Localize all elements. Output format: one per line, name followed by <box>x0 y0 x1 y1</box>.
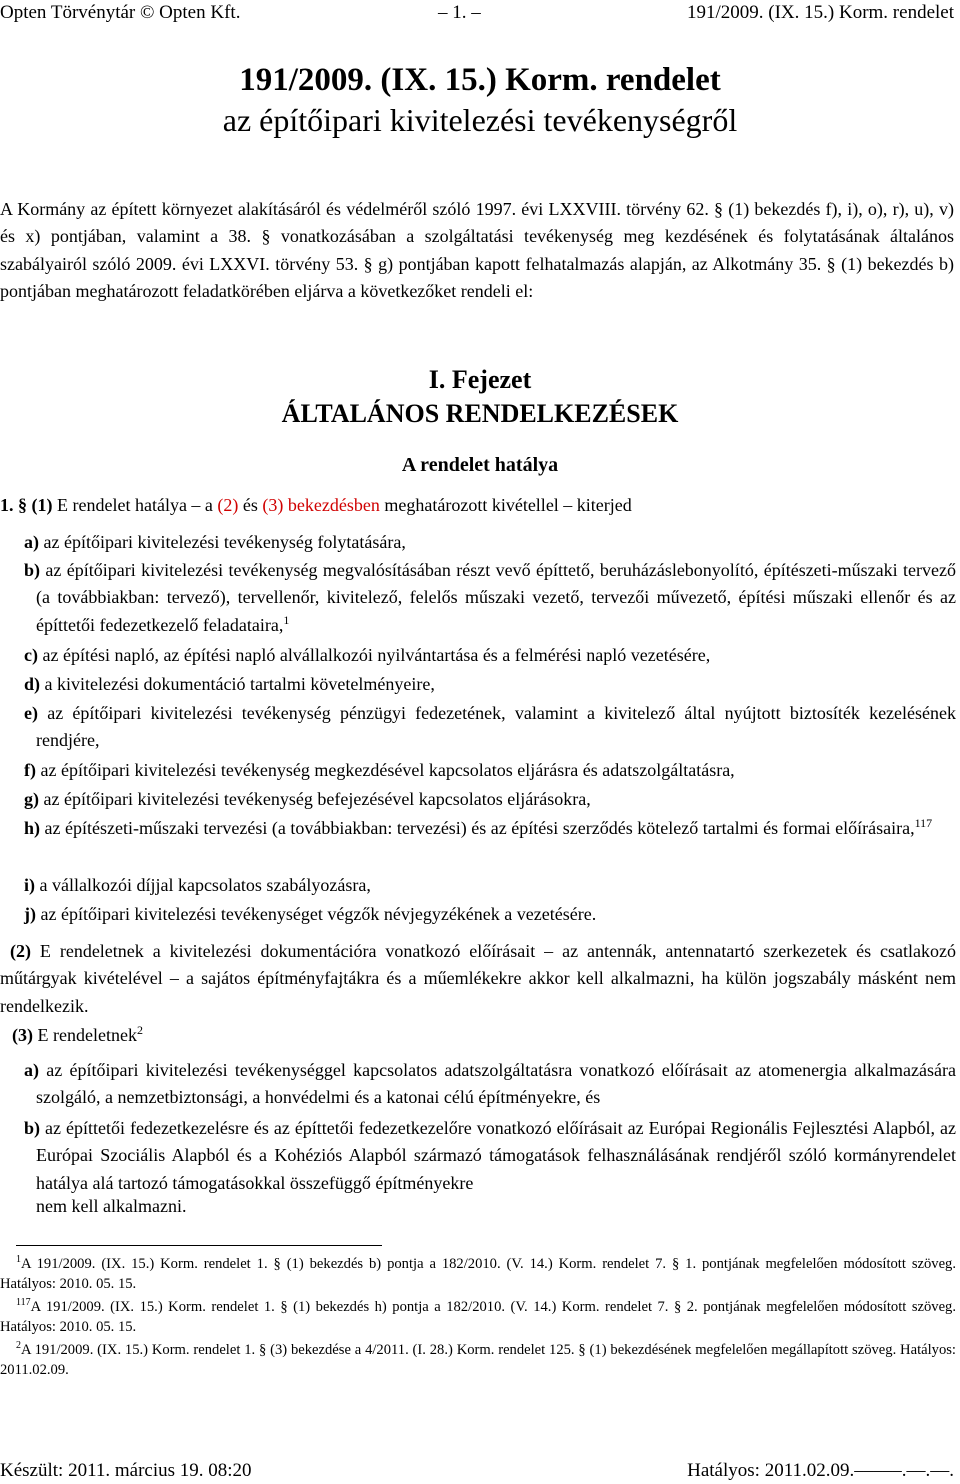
item-text: az építőipari kivitelezési tevékenység folytatására, <box>43 532 406 552</box>
header-document-id: 191/2009. (IX. 15.) Korm. rendelet <box>687 2 954 23</box>
list-item <box>24 1057 956 1112</box>
list-item <box>24 786 956 813</box>
list-item <box>24 1115 956 1197</box>
footnote-ref[interactable]: 117 <box>914 816 933 830</box>
item-label: e) <box>24 703 38 723</box>
item-label: h) <box>24 818 41 838</box>
item-label: b) <box>24 560 41 580</box>
item-label: j) <box>24 904 36 924</box>
chapter-title: ÁLTALÁNOS RENDELKEZÉSEK <box>281 399 679 428</box>
item-text: az építészeti-műszaki tervezési (a továbbiakban: tervezési) és az építési szerződés kötelező tartalmi és formai előírásaira, <box>44 818 915 838</box>
paragraph-1-text-b: és <box>242 495 258 515</box>
footnote-mark: 117 <box>16 1297 31 1308</box>
section-title: A rendelet hatálya <box>401 454 559 476</box>
item-label: f) <box>24 760 36 780</box>
item-text: az építőipari kivitelezési tevékenység pénzügyi fedezetének, valamint a kivitelező által nyújtott biztosíték kezelésének rendjére, <box>36 703 957 751</box>
item-label: a) <box>24 532 39 552</box>
paragraph-3 <box>12 1022 956 1049</box>
list-item <box>24 700 956 755</box>
item-text: az építtetői fedezetkezelésre és az építtetői fedezetkezelőre vonatkozó előírásait az Európai Regionális Fejlesztési Alapból, az Európai Szociális Alapból és a Kohéziós Alapból származó támogatások felhasználásának rendjéről szóló kormányrendelet hatálya alá tartozó támogatásokkal összefüggő építményekre <box>36 1118 957 1193</box>
item-label: a) <box>24 1060 39 1080</box>
item-text: az építési napló, az építési napló alvállalkozói nyilvántartása és a felmérési napló vezetésére, <box>42 645 711 665</box>
item-label: b) <box>24 1118 41 1138</box>
item-text: az építőipari kivitelezési tevékenységet végzők névjegyzékének a vezetésére. <box>40 904 597 924</box>
footnote <box>0 1293 956 1337</box>
subsection-number: (1) <box>31 495 53 515</box>
footnote-text: A 191/2009. (IX. 15.) Korm. rendelet 1. § (1) bekezdés b) pontja a 182/2010. (V. 14.) Korm. rendelet 7. § 1. pontjának megfelelően módosított szöveg. Hatályos: 2010. 05. 15. <box>0 1256 956 1292</box>
reference-link-2[interactable]: (2) <box>217 495 239 515</box>
item-text: az építőipari kivitelezési tevékenységgel kapcsolatos adatszolgáltatásra vonatkozó előírásait az atomenergia alkalmazására szolgáló, a nemzetbiztonsági, a honvédelmi és a katonai célú építményekre, és <box>36 1060 956 1108</box>
paragraph-2 <box>0 938 956 1020</box>
paragraph-1-number: 1. <box>0 495 14 515</box>
footnote-ref[interactable]: 2 <box>136 1023 143 1037</box>
paragraph-2-text: E rendeletnek a kivitelezési dokumentációra vonatkozó előírásait – az antennák, antennatartó szerkezetek és csatlakozó műtárgyak kivételével – a sajátos építményfajtákra és a műemlékekre akkor kell alkalmazni, ha külön jogszabály másként nem rendelkezik. <box>0 941 956 1016</box>
footnote-mark: 1 <box>16 1254 21 1265</box>
item-label: i) <box>24 875 35 895</box>
item-text: a vállalkozói díjjal kapcsolatos szabályozásra, <box>39 875 371 895</box>
section-sign: § <box>18 495 27 515</box>
closing-text: nem kell alkalmazni. <box>36 1196 187 1216</box>
item-label: g) <box>24 789 39 809</box>
list-item <box>24 642 956 669</box>
list-item <box>24 529 956 556</box>
footnote-ref[interactable]: 1 <box>283 612 290 627</box>
item-label: d) <box>24 674 41 694</box>
document-subtitle: az építőipari kivitelezési tevékenységről <box>222 102 738 138</box>
item-text: az építőipari kivitelezési tevékenység befejezésével kapcsolatos eljárásokra, <box>43 789 591 809</box>
footer-created: Készült: 2011. március 19. 08:20 <box>0 1460 252 1481</box>
list-item <box>24 757 956 784</box>
document-title: 191/2009. (IX. 15.) Korm. rendelet <box>239 62 721 98</box>
list-item <box>24 557 956 639</box>
item-text: az építőipari kivitelezési tevékenység megkezdésével kapcsolatos eljárásra és adatszolgáltatásra, <box>40 760 735 780</box>
paragraph-3-text: E rendeletnek <box>37 1025 137 1045</box>
subsection-number: (3) <box>12 1025 33 1045</box>
item-label: c) <box>24 645 38 665</box>
preamble: A Kormány az épített környezet alakításáról és védelméről szóló 1997. évi LXXVIII. törvény 62. § (1) bekezdés f), i), o), r), u), v) és x) pontjában, valamint a 38. § vonatkozásában a szolgáltatási tevékenység meg kezdésének és folytatásának általános szabályairól szóló 2009. évi LXXVI. törvény 53. § g) pontjában kapott felhatalmazás alapján, az Alkotmány 35. § (1) bekezdés b) pontjában meghatározott feladatkörében eljárva a következőket rendeli el: <box>0 199 954 302</box>
footnote <box>0 1336 956 1380</box>
footnote <box>0 1250 956 1294</box>
reference-link-3[interactable]: (3) bekezdésben <box>262 495 380 515</box>
item-text: a kivitelezési dokumentáció tartalmi követelményeire, <box>44 674 435 694</box>
list-item <box>24 815 956 842</box>
paragraph-1-text-a: E rendelet hatálya – a <box>57 495 213 515</box>
paragraph-1 <box>0 492 956 519</box>
subsection-number: (2) <box>10 941 31 961</box>
footer-effective: Hatályos: 2011.02.09.–––––.––.––. <box>687 1460 954 1481</box>
footnote-text: A 191/2009. (IX. 15.) Korm. rendelet 1. § (3) bekezdése a 4/2011. (I. 28.) Korm. rendelet 125. § (1) bekezdésének megfelelően megállapított szöveg. Hatályos: 2011.02.09. <box>0 1342 956 1378</box>
list-item <box>24 901 956 928</box>
header-publisher: Opten Törvénytár © Opten Kft. <box>0 2 241 23</box>
footnote-mark: 2 <box>16 1340 21 1351</box>
list-item <box>24 872 956 899</box>
list-item <box>24 671 956 698</box>
chapter-number: I. Fejezet <box>428 365 532 394</box>
paragraph-1-text-c: meghatározott kivétellel – kiterjed <box>384 495 632 515</box>
footnote-text: A 191/2009. (IX. 15.) Korm. rendelet 1. § (1) bekezdés h) pontja a 182/2010. (V. 14.) Korm. rendelet 7. § 2. pontjának megfelelően módosított szöveg. Hatályos: 2010. 05. 15. <box>0 1299 956 1335</box>
footnote-separator <box>16 1245 382 1246</box>
header-page-number: – 1. – <box>438 2 481 23</box>
item-text: az építőipari kivitelezési tevékenység megvalósításában részt vevő építtető, beruházáslebonyolító, építészeti-műszaki tervező (a továbbiakban: tervező), tervellenőr, kivitelező, felelős műszaki vezető, tervezői művezető, építési műszaki ellenőr és az építtetői fedezetkezelő feladataira, <box>36 560 957 635</box>
